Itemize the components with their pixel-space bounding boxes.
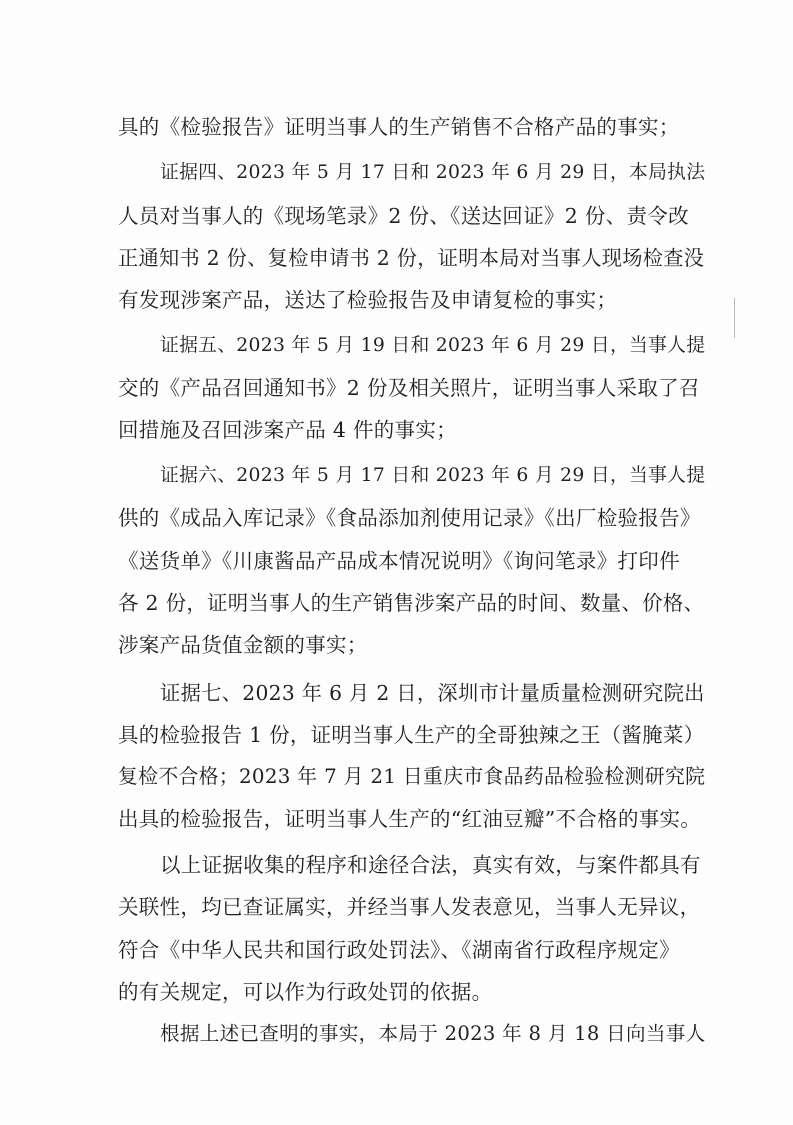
text-line: 正通知书 2 份、复检申请书 2 份，证明本局对当事人现场检查没	[118, 246, 705, 271]
text-line: 根据上述已查明的事实，本局于 2023 年 8 月 18 日向当事人	[160, 1022, 706, 1045]
text-line: 《送货单》《川康酱品产品成本情况说明》《询问笔录》打印件	[118, 548, 680, 573]
text-line: 证据六、2023 年 5 月 17 日和 2023 年 6 月 29 日，当事人提	[160, 465, 706, 487]
scan-margin-mark	[734, 298, 735, 338]
text-line: 以上证据收集的程序和途径合法，真实有效，与案件都具有	[160, 853, 701, 877]
text-line: 交的《产品召回通知书》2 份及相关照片，证明当事人采取了召	[118, 376, 700, 401]
text-line: 各 2 份，证明当事人的生产销售涉案产品的时间、数量、价格、	[118, 590, 705, 615]
text-line: 证据五、2023 年 5 月 19 日和 2023 年 6 月 29 日，当事人提	[160, 334, 706, 356]
text-line: 有发现涉案产品，送达了检验报告及申请复检的事实；	[118, 288, 618, 313]
text-line: 具的《检验报告》证明当事人的生产销售不合格产品的事实；	[118, 115, 680, 139]
text-line: 复检不合格；2023 年 7 月 21 日重庆市食品药品检验检测研究院	[118, 765, 706, 789]
text-line: 供的《成品入库记录》《食品添加剂使用记录》《出厂检验报告》	[118, 506, 701, 531]
text-line: 出具的检验报告，证明当事人生产的“红油豆瓣”不合格的事实。	[118, 807, 702, 832]
text-line: 具的检验报告 1 份，证明当事人生产的全哥独辣之王（酱腌菜）	[118, 722, 705, 747]
text-line: 涉案产品货值金额的事实；	[118, 633, 368, 658]
text-line: 证据七、2023 年 6 月 2 日，深圳市计量质量检测研究院出	[160, 680, 705, 705]
text-line: 人员对当事人的《现场笔录》2 份、《送达回证》2 份、责令改	[118, 203, 689, 228]
text-line: 回措施及召回涉案产品 4 件的事实；	[118, 418, 457, 443]
text-line: 证据四、2023 年 5 月 17 日和 2023 年 6 月 29 日，本局执法	[160, 161, 706, 183]
text-line: 关联性，均已查证属实，并经当事人发表意见，当事人无异议，	[118, 895, 701, 920]
text-line: 的有关规定，可以作为行政处罚的依据。	[118, 979, 493, 1004]
text-line: 符合《中华人民共和国行政处罚法》、《湖南省行政程序规定》	[118, 937, 680, 962]
